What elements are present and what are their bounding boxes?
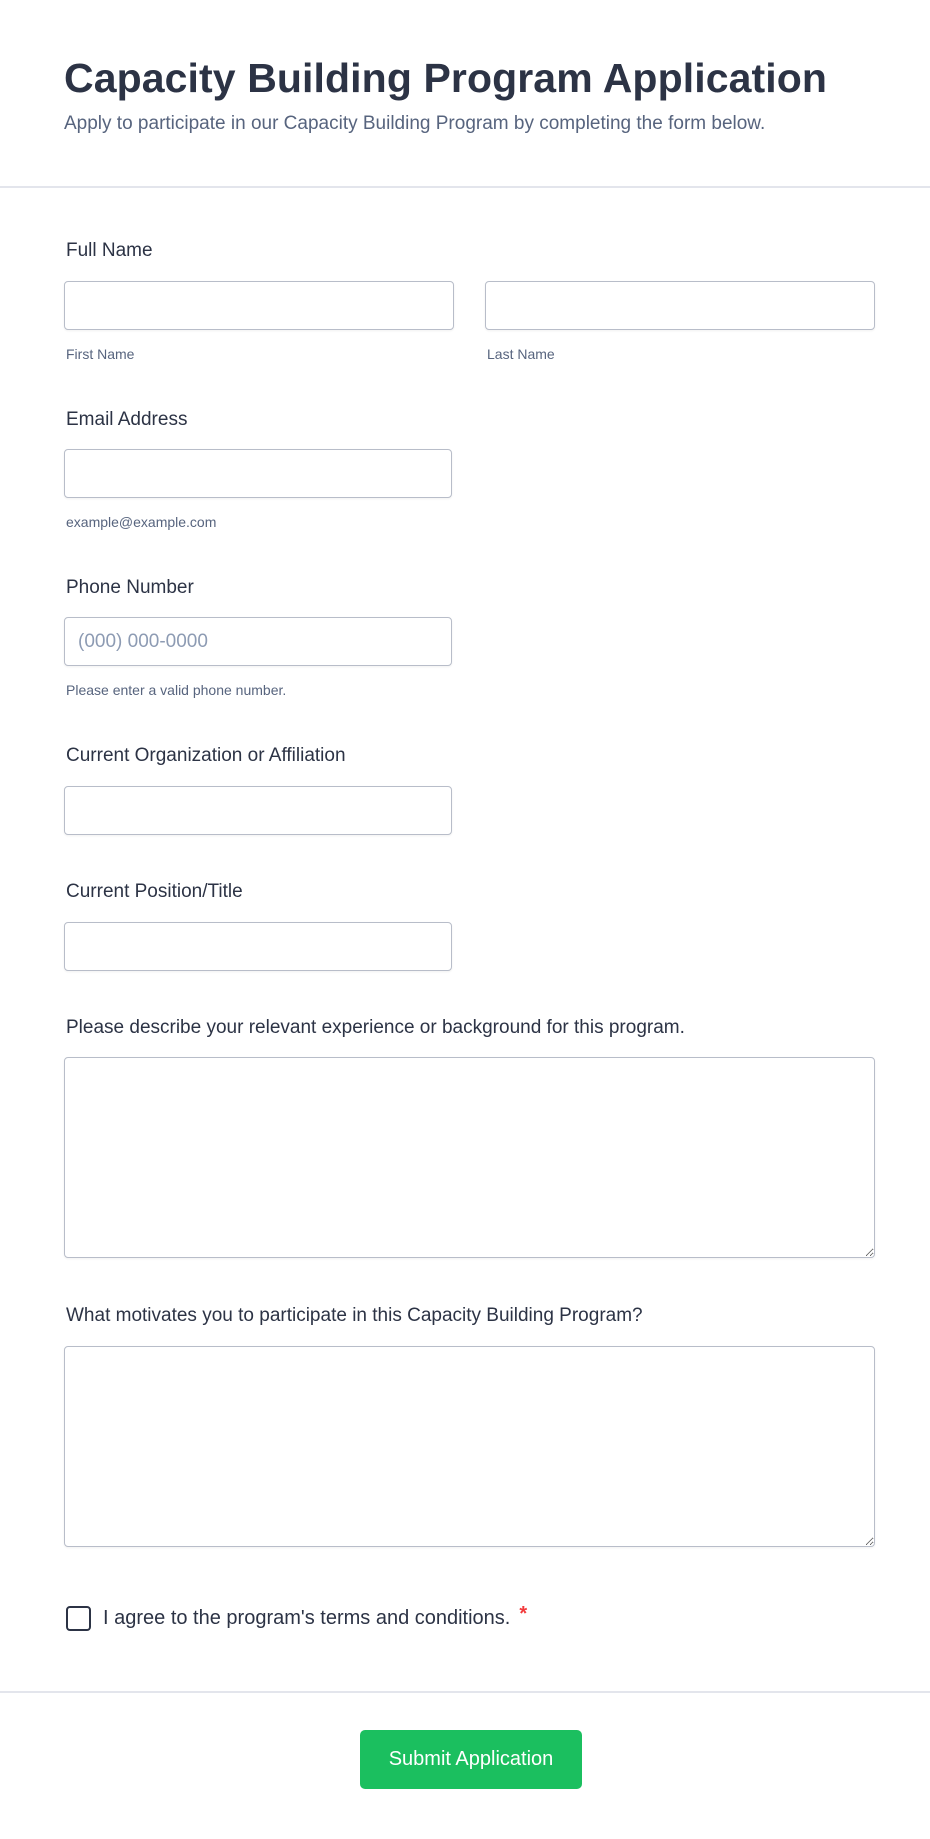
page-title: Capacity Building Program Application — [64, 55, 828, 101]
position-input[interactable] — [64, 922, 452, 971]
phone-sublabel: Please enter a valid phone number. — [66, 682, 287, 698]
last-name-group — [485, 281, 875, 363]
submit-application-button[interactable]: Submit Application — [360, 1730, 582, 1789]
name-row — [64, 281, 875, 363]
organization-section — [64, 744, 452, 835]
organization-label: Current Organization or Affiliation — [66, 745, 346, 766]
terms-label[interactable]: I agree to the program's terms and conditions. — [103, 1607, 511, 1629]
footer-divider — [0, 1691, 930, 1693]
phone-label: Phone Number — [66, 577, 194, 598]
email-input[interactable] — [64, 449, 452, 498]
experience-label: Please describe your relevant experience or background for this program. — [66, 1017, 685, 1038]
first-name-sublabel: First Name — [66, 346, 135, 362]
email-label: Email Address — [66, 409, 188, 430]
full-name-label: Full Name — [66, 240, 153, 261]
position-label: Current Position/Title — [66, 881, 243, 902]
page-subtitle: Apply to participate in our Capacity Building Program by completing the form below. — [64, 113, 766, 134]
last-name-input[interactable] — [485, 281, 875, 330]
full-name-section — [64, 239, 875, 363]
organization-input[interactable] — [64, 786, 452, 835]
terms-row — [64, 1603, 528, 1631]
email-section — [64, 408, 452, 531]
experience-textarea[interactable] — [64, 1057, 875, 1258]
phone-input[interactable] — [64, 617, 452, 666]
motivation-section — [64, 1304, 875, 1547]
position-section — [64, 880, 452, 971]
motivation-label: What motivates you to participate in this Capacity Building Program? — [66, 1305, 643, 1326]
form-header — [0, 0, 930, 188]
terms-checkbox[interactable] — [66, 1606, 91, 1631]
first-name-input[interactable] — [64, 281, 454, 330]
motivation-textarea[interactable] — [64, 1346, 875, 1547]
phone-section — [64, 576, 452, 699]
first-name-group — [64, 281, 454, 363]
email-sublabel: example@example.com — [66, 514, 217, 530]
required-asterisk-icon: * — [519, 1603, 528, 1625]
terms-section — [64, 1603, 528, 1631]
experience-section — [64, 1016, 875, 1258]
last-name-sublabel: Last Name — [487, 346, 555, 362]
